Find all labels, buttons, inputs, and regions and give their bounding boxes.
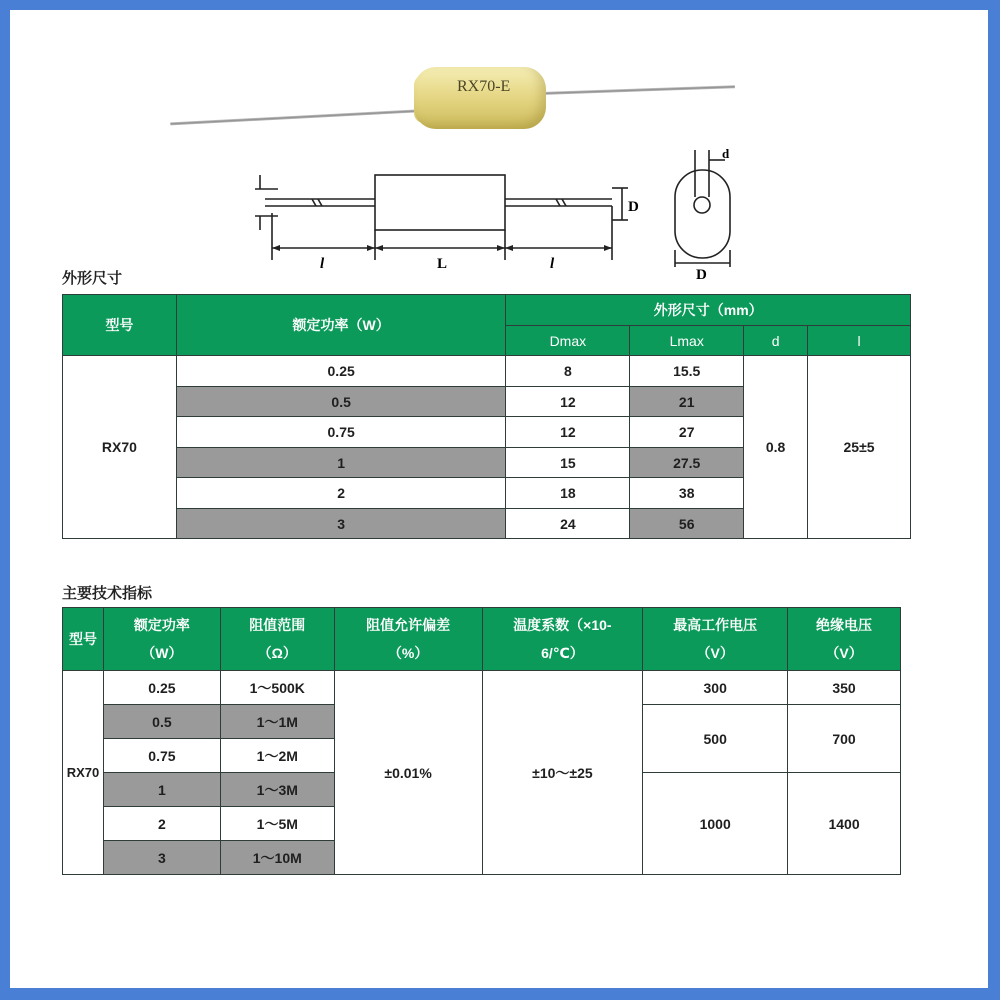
section-title-specs: 主要技术指标 <box>62 585 153 602</box>
t2-header-max-voltage-line2: （V） <box>696 645 734 661</box>
t2-header-tolerance <box>334 608 482 671</box>
t2-header-insulation-line1: 绝缘电压 <box>816 617 873 633</box>
page-frame <box>10 10 988 988</box>
t2-power: 0.5 <box>103 705 220 739</box>
t2-resistance: 1～10M <box>220 841 334 875</box>
t1-dmax: 24 <box>506 509 630 539</box>
resistor-marking: RX70-E <box>457 78 511 95</box>
t1-lmax: 15.5 <box>630 356 744 387</box>
dim-label-l-left: l <box>320 256 325 272</box>
t2-max-voltage: 300 <box>643 671 788 705</box>
section-title-dimensions: 外形尺寸 <box>62 270 123 287</box>
t1-power: 0.5 <box>176 387 506 417</box>
dim-label-D-end: D <box>696 267 707 283</box>
t2-tempco-cell: ±10～±25 <box>482 671 643 875</box>
t1-header-dmax: Dmax <box>506 326 630 356</box>
t1-power: 0.25 <box>176 356 506 387</box>
t2-resistance: 1～2M <box>220 739 334 773</box>
dim-label-D: D <box>628 199 639 215</box>
dimension-drawing <box>250 145 770 285</box>
t2-header-tolerance-line1: 阻值允许偏差 <box>366 617 451 633</box>
t2-resistance: 1～500K <box>220 671 334 705</box>
t2-header-resistance-line2: （Ω） <box>257 645 297 661</box>
t1-lmax: 27.5 <box>630 448 744 478</box>
t2-power: 0.75 <box>103 739 220 773</box>
dim-label-L: L <box>437 256 448 272</box>
t2-model-cell: RX70 <box>63 671 104 875</box>
t1-d-cell: 0.8 <box>744 356 808 539</box>
t1-header-l: l <box>808 326 911 356</box>
t1-dmax: 18 <box>506 478 630 509</box>
t1-dmax: 12 <box>506 417 630 448</box>
t1-dmax: 12 <box>506 387 630 417</box>
t2-resistance: 1～1M <box>220 705 334 739</box>
t2-max-voltage: 500 <box>643 705 788 773</box>
t2-insulation: 350 <box>788 671 901 705</box>
t1-power: 2 <box>176 478 506 509</box>
t2-header-power-line1: 额定功率 <box>133 617 190 633</box>
t1-header-power: 额定功率（W） <box>176 295 506 356</box>
t2-resistance: 1～5M <box>220 807 334 841</box>
t2-insulation: 1400 <box>788 773 901 875</box>
t2-power: 0.25 <box>103 671 220 705</box>
t1-power: 0.75 <box>176 417 506 448</box>
t2-header-tolerance-line2: （%） <box>387 645 429 661</box>
t2-header-insulation-line2: （V） <box>825 645 863 661</box>
dimensions-table <box>62 294 911 539</box>
t1-header-model: 型号 <box>63 295 177 356</box>
resistor-lead-right <box>540 85 735 95</box>
t2-power: 2 <box>103 807 220 841</box>
t2-header-tempco-line2: 6/℃） <box>541 645 584 661</box>
t1-dmax: 8 <box>506 356 630 387</box>
t2-header-resistance <box>220 608 334 671</box>
t1-header-lmax: Lmax <box>630 326 744 356</box>
t2-header-tempco <box>482 608 643 671</box>
resistor-body <box>414 67 546 129</box>
t1-header-dimensions: 外形尺寸（mm） <box>506 295 911 326</box>
t1-l-cell: 25±5 <box>808 356 911 539</box>
t1-dmax: 15 <box>506 448 630 478</box>
t2-header-power-line2: （W） <box>141 645 183 661</box>
t1-power: 1 <box>176 448 506 478</box>
t1-model-cell: RX70 <box>63 356 177 539</box>
t2-power: 3 <box>103 841 220 875</box>
t2-max-voltage: 1000 <box>643 773 788 875</box>
t2-header-resistance-line1: 阻值范围 <box>249 617 306 633</box>
t2-header-max-voltage-line1: 最高工作电压 <box>673 617 758 633</box>
t2-power: 1 <box>103 773 220 807</box>
t1-lmax: 21 <box>630 387 744 417</box>
dim-label-l-right: l <box>550 256 555 272</box>
t2-insulation: 700 <box>788 705 901 773</box>
t2-header-power <box>103 608 220 671</box>
t2-header-tempco-line1: 温度系数（×10- <box>513 617 612 633</box>
t2-tolerance-cell: ±0.01% <box>334 671 482 875</box>
t2-header-max-voltage <box>643 608 788 671</box>
t2-resistance: 1～3M <box>220 773 334 807</box>
t1-lmax: 56 <box>630 509 744 539</box>
t1-power: 3 <box>176 509 506 539</box>
dim-label-d: d <box>722 146 730 161</box>
t2-header-model: 型号 <box>63 608 104 671</box>
t1-lmax: 38 <box>630 478 744 509</box>
t1-lmax: 27 <box>630 417 744 448</box>
specs-table <box>62 607 901 875</box>
t2-header-insulation <box>788 608 901 671</box>
resistor-lead-left <box>170 109 425 125</box>
t1-header-d: d <box>744 326 808 356</box>
